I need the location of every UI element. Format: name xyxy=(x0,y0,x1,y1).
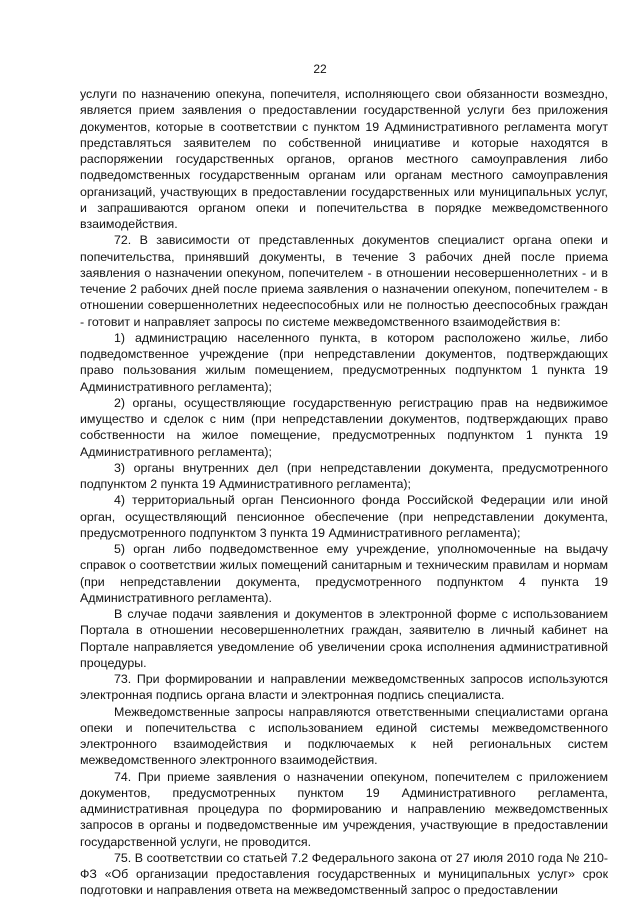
list-item-2: 2) органы, осуществляющие государственную регистрацию прав на недвижимое имущество и сделок с ним (при непредставлении документов, подтверждающих право собственности на жилое помещение, предусмотренных подпунктом 1 пункта 19 Административного регламента); xyxy=(80,395,608,459)
list-item-1: 1) администрацию населенного пункта, в котором расположено жилье, либо подведомственное учреждение (при непредставлении документов, подтверждающих право пользования жилым помещением, предусмотренных подпунктом 1 пункта 19 Административного регламента); xyxy=(80,330,608,394)
paragraph-72: 72. В зависимости от представленных документов специалист органа опеки и попечительства, принявший документы, в течение 3 рабочих дней после приема заявления о назначении опекуном, попечителем - в отношении несовершеннолетних - и в течение 2 рабочих дней после приема заявления о назначении опекуном, попечителем - в отношении совершеннолетних недееспособных или не полностью дееспособных граждан - готовит и направляет запросы по системе межведомственного взаимодействия в: xyxy=(80,233,608,329)
paragraph-73: 73. При формировании и направлении межведомственных запросов используются электронная подпись органа власти и электронная подпись специалиста. xyxy=(80,672,608,703)
list-item-5: 5) орган либо подведомственное ему учреждение, уполномоченные на выдачу справок о соответствии жилых помещений санитарным и техническим правилам и нормам (при непредставлении документа, предусмотренного подпунктом 4 пункта 19 Административного регламента). xyxy=(80,542,608,605)
paragraph-electronic-submission: В случае подачи заявления и документов в электронной форме с использованием Портала в отношении несовершеннолетних граждан, заявителю в личный кабинет на Портале направляется уведомление об увеличении срока исполнения административной процедуры. xyxy=(80,607,608,670)
paragraph-continuation: услуги по назначению опекуна, попечителя, исполняющего свои обязанности возмездно, является прием заявления о предоставлении государственной услуги без приложения документов, которые в соответствии с пунктом 19 Административного регламента могут представляться заявителем по собственной инициативе и которые находятся в распоряжении государственных органов, органов местного самоуправления либо подведомственных государственным органам или органам местного самоуправления организаций, участвующих в предоставлении государственных или муниципальных услуг, и запрашиваются органом опеки и попечительства в порядке межведомственного взаимодействия. xyxy=(80,87,608,231)
paragraph-74: 74. При приеме заявления о назначении опекуном, попечителем с приложением документов, предусмотренных пунктом 19 Административного регламента, административная процедура по формированию и направлению межведомственных запросов в органы и подведомственные им учреждения, участвующие в предоставлении государственной услуги, не проводится. xyxy=(80,769,608,849)
document-body xyxy=(80,86,608,899)
paragraph-75: 75. В соответствии со статьей 7.2 Федерального закона от 27 июля 2010 года № 210-ФЗ «Об организации предоставления государственных и муниципальных услуг» срок подготовки и направления ответа на межведомственный запрос о предоставлении xyxy=(80,850,608,898)
list-item-4: 4) территориальный орган Пенсионного фонда Российской Федерации или иной орган, осуществляющий пенсионное обеспечение (при непредставлении документа, предусмотренного подпунктом 3 пункта 19 Административного регламента); xyxy=(80,493,608,540)
list-item-3: 3) органы внутренних дел (при непредставлении документа, предусмотренного подпунктом 2 пункта 19 Административного регламента); xyxy=(80,460,608,491)
page-number: 22 xyxy=(313,62,327,76)
paragraph-interagency-requests: Межведомственные запросы направляются ответственными специалистами органа опеки и попечительства с использованием единой системы межведомственного электронного взаимодействия и подключаемых к ней региональных систем межведомственного электронного взаимодействия. xyxy=(80,704,608,768)
